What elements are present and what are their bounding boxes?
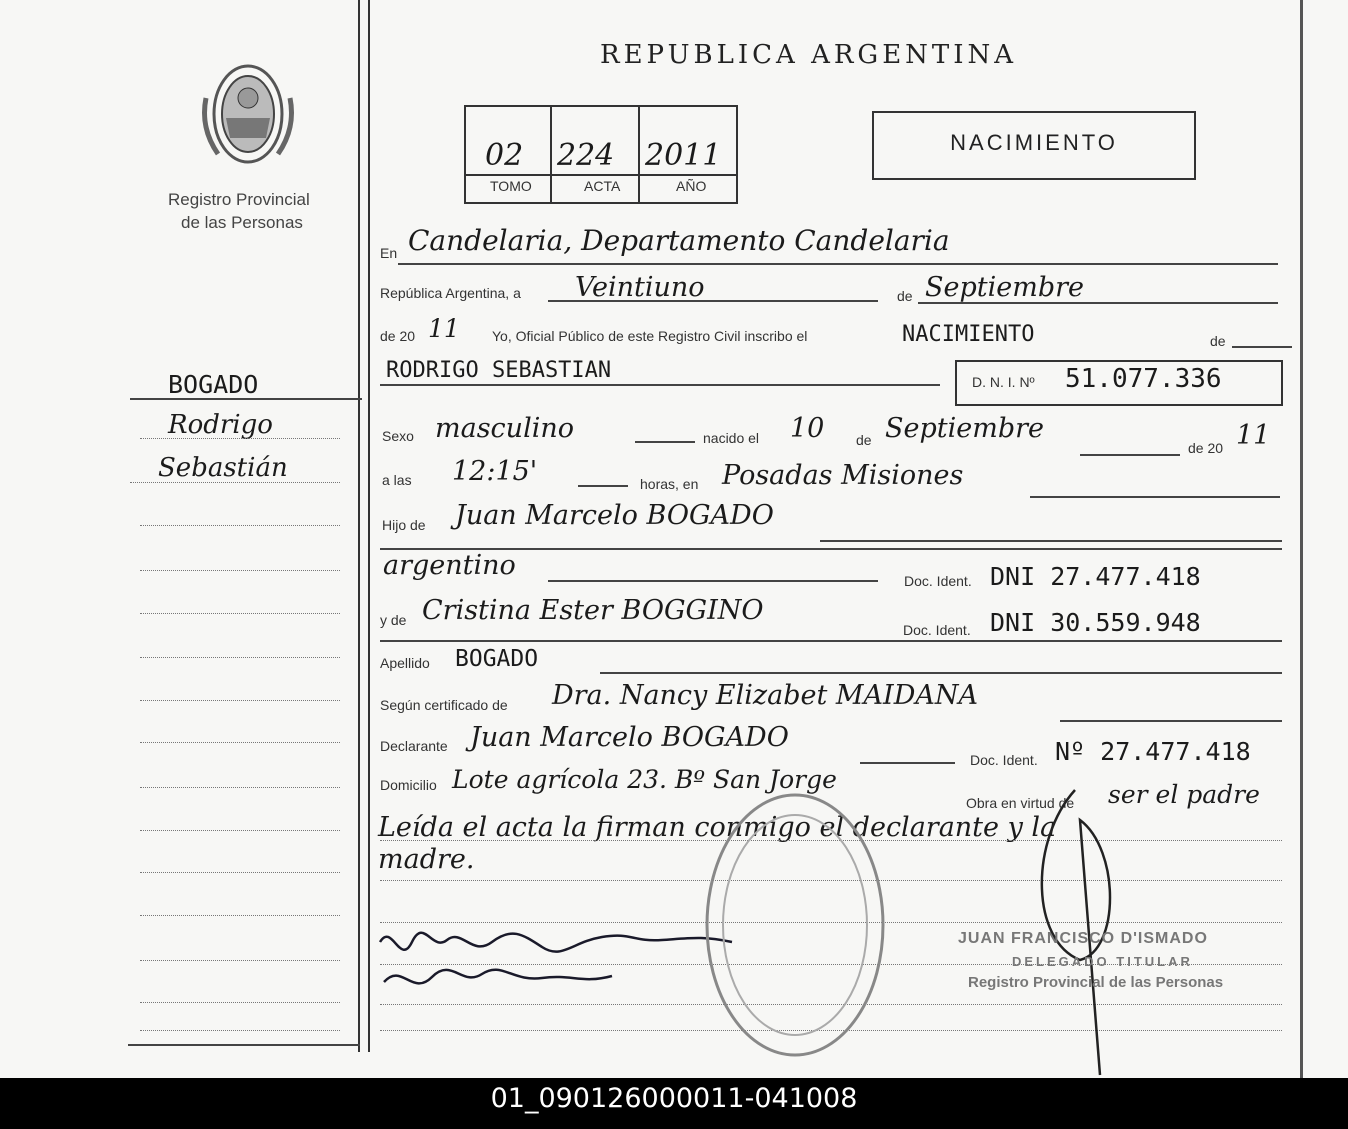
birth-time: 12:15' xyxy=(452,456,538,487)
right-edge xyxy=(1300,0,1303,1078)
signature-father xyxy=(372,912,752,1012)
official-stamp-registry: Registro Provincial de las Personas xyxy=(968,974,1224,991)
mother-doc: DNI 30.559.948 xyxy=(990,608,1201,637)
address-value: Lote agrícola 23. Bº San Jorge xyxy=(452,765,837,794)
official-stamp-title: DELEGADO TITULAR xyxy=(1012,954,1193,969)
file-id: 01_090126000011-041008 xyxy=(490,1083,858,1114)
year-value: 11 xyxy=(428,314,460,343)
country-title: REPUBLICA ARGENTINA xyxy=(600,40,1018,70)
margin-name2: Sebastián xyxy=(158,453,288,483)
registry-name-line2: de las Personas xyxy=(181,213,303,232)
margin-divider-inner xyxy=(368,0,370,1052)
acta-label: ACTA xyxy=(584,178,621,194)
birth-year: 11 xyxy=(1236,420,1271,451)
act-type: NACIMIENTO xyxy=(950,130,1118,155)
certificate-issuer: Dra. Nancy Elizabet MAIDANA xyxy=(552,680,978,711)
tomo-label: TOMO xyxy=(490,178,532,194)
declarant-name: Juan Marcelo BOGADO xyxy=(470,722,789,753)
declarant-doc: Nº 27.477.418 xyxy=(1055,737,1251,766)
acta-value: 224 xyxy=(557,138,615,173)
margin-surname: BOGADO xyxy=(168,370,259,399)
obra-value: ser el padre xyxy=(1108,780,1260,809)
day-value: Veintiuno xyxy=(575,272,705,303)
anio-value: 2011 xyxy=(645,138,722,173)
child-name: RODRIGO SEBASTIAN xyxy=(386,358,612,383)
document-page: Registro Provincial de las Personas REPUBLICA ARGENTINA 02 224 2011 TOMO ACTA AÑO NACIMIENTO BOGADO Rodrigo Sebastián En Candelaria, Departamento Candelaria República Argentina, a Veintiuno de Septiembre de 20 11 Yo, Oficial Público de este Registro Civil inscribo el NACIMIENTO de RODRIGO SEBASTIAN D. N. I. Nº 51.077.336 Sexo masculino nacido el 10 de Septiembre de 20 11 a las 12:15' horas, en Posadas Misiones Hijo de Juan Marcelo BOGADO argentino Doc. Ident. DNI 27.477.418 y de Cristina Ester BOGGINO Doc. Ident. DNI 30.559.948 Apellido BOGADO Según certificado de Dra. Nancy Elizabet MAIDANA Declarante Juan Marcelo BOGADO Doc. Ident. Nº 27.477.418 Domicilio Lote agrícola 23. Bº San Jorge Obra en virtud de ser el padre Leída el acta la firman conmigo el declarante y la madre. JUAN FRANCISCO D'ISMADO DELEGADO TITULAR Registro Provincial de las Personas xyxy=(0,0,1348,1078)
father-name: Juan Marcelo BOGADO xyxy=(455,500,774,531)
margin-name1: Rodrigo xyxy=(168,410,273,440)
anio-label: AÑO xyxy=(676,178,707,194)
father-nationality: argentino xyxy=(383,550,516,581)
mother-name: Cristina Ester BOGGINO xyxy=(422,595,764,626)
father-doc: DNI 27.477.418 xyxy=(990,562,1201,591)
registry-name-line1: Registro Provincial xyxy=(168,190,310,209)
birth-place: Posadas Misiones xyxy=(722,460,964,491)
closing-text-line1: Leída el acta la firman conmigo el declarante y la xyxy=(378,812,1057,843)
tomo-value: 02 xyxy=(485,138,524,173)
inscribo-value: NACIMIENTO xyxy=(902,322,1035,347)
dni-value: 51.077.336 xyxy=(1065,364,1222,394)
official-stamp-name: JUAN FRANCISCO D'ISMADO xyxy=(958,930,1208,947)
registry-seal-stamp xyxy=(700,790,890,1060)
sex-value: masculino xyxy=(435,413,574,444)
month-value: Septiembre xyxy=(925,272,1084,303)
margin-divider xyxy=(358,0,360,1052)
birth-day: 10 xyxy=(790,413,825,444)
surname-value: BOGADO xyxy=(455,646,539,672)
coat-of-arms-icon xyxy=(196,58,300,170)
place-value: Candelaria, Departamento Candelaria xyxy=(408,224,950,257)
closing-text-line2: madre. xyxy=(378,844,475,875)
birth-month: Septiembre xyxy=(885,413,1044,444)
